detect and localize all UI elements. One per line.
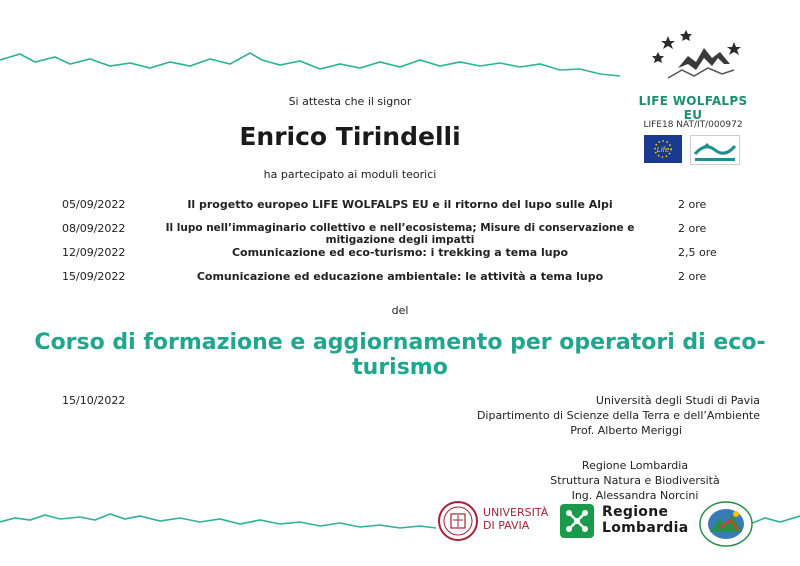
module-title: Comunicazione ed eco-turismo: i trekking a tema lupo <box>231 246 569 259</box>
park-seal-icon <box>698 500 754 548</box>
module-hours: 2 ore <box>678 270 707 283</box>
rl-line2: Lombardia <box>602 520 689 536</box>
signatory-person: Prof. Alberto Meriggi <box>570 424 682 437</box>
mountain-ridge-top <box>0 40 620 90</box>
lombardia-rose-icon <box>560 504 594 538</box>
module-date: 08/09/2022 <box>62 222 126 235</box>
eu-flag-icon <box>644 135 682 163</box>
unipv-logo <box>437 500 547 542</box>
natura2000-icon <box>690 135 740 165</box>
module-date: 15/09/2022 <box>62 270 126 283</box>
unipv-line1: UNIVERSITÀ <box>483 506 549 519</box>
module-row <box>0 222 800 246</box>
course-title: Corso di formazione e aggiornamento per operatori di eco-turismo <box>34 330 766 380</box>
life-wolfalps-logo <box>638 18 748 168</box>
signatory-department: Dipartimento di Scienze della Terra e dell’Ambiente <box>476 409 760 422</box>
participant-name: Enrico Tirindelli <box>239 122 461 151</box>
module-row <box>0 198 800 218</box>
rl-line1: Regione <box>602 504 669 520</box>
module-title: Il lupo nell’immaginario collettivo e nell’ecosistema; Misure di conservazione e mitigazione degli impatti <box>165 222 635 246</box>
svg-text:Life: Life <box>656 146 670 154</box>
module-date: 05/09/2022 <box>62 198 126 211</box>
signatory-person: Ing. Alessandra Norcini <box>571 489 699 502</box>
module-hours: 2 ore <box>678 198 707 211</box>
module-date: 12/09/2022 <box>62 246 126 259</box>
del-text: del <box>391 304 409 317</box>
module-hours: 2,5 ore <box>678 246 717 259</box>
participation-text: ha partecipato ai moduli teorici <box>263 168 437 181</box>
signatory-lombardia <box>520 458 750 503</box>
regione-lombardia-logo <box>560 502 690 542</box>
signatory-institution: Università degli Studi di Pavia <box>595 394 760 407</box>
signatory-unipv <box>460 393 760 438</box>
signatory-department: Struttura Natura e Biodiversità <box>550 474 720 487</box>
life-code: LIFE18 NAT/IT/000972 <box>643 120 743 130</box>
unipv-seal-icon <box>437 500 479 542</box>
signatory-institution: Regione Lombardia <box>581 459 689 472</box>
module-title: Comunicazione ed educazione ambientale: le attività a tema lupo <box>196 270 604 283</box>
life-brand: LIFE WOLFALPS EU <box>638 94 748 122</box>
module-row <box>0 270 800 290</box>
module-hours: 2 ore <box>678 222 707 235</box>
wolf-stars-icon <box>638 18 748 94</box>
unipv-line2: DI PAVIA <box>483 519 530 532</box>
issue-date: 15/10/2022 <box>62 394 126 407</box>
module-row <box>0 246 800 266</box>
intro-text: Si attesta che il signor <box>288 95 412 108</box>
module-title: Il progetto europeo LIFE WOLFALPS EU e il ritorno del lupo sulle Alpi <box>187 198 613 211</box>
